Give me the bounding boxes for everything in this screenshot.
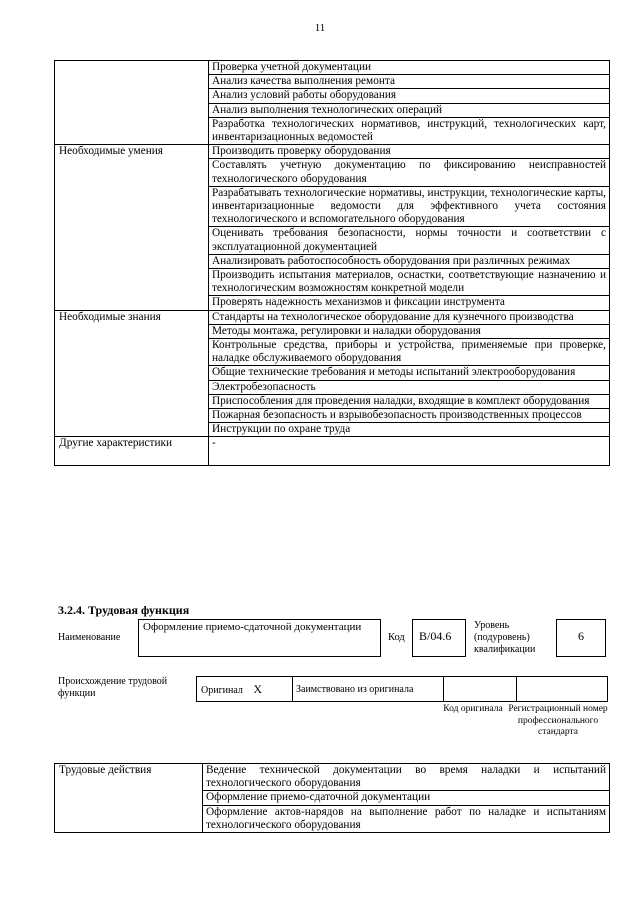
actions-table [54, 763, 610, 833]
table-cell: Анализировать работоспособность оборудования при различных режимах [209, 254, 610, 268]
table-cell: Контрольные средства, приборы и устройства, применяемые при проверке, наладке обслуживаемого оборудования [209, 339, 610, 366]
table-cell: Разработка технологических нормативов, инструкций, технологических карт, инвентаризационных ведомостей [209, 117, 610, 144]
section-title: 3.2.4. Трудовая функция [58, 603, 190, 617]
table-cell: Проверка учетной документации [209, 61, 610, 75]
page-number: 11 [314, 22, 326, 34]
table-cell: Оформление приемо-сдаточной документации [203, 791, 610, 805]
table-cell: Инструкции по охране труда [209, 423, 610, 437]
table-cell: Составлять учетную документацию по фиксированию неисправностей технологического оборудования [209, 159, 610, 186]
table-cell: Разрабатывать технологические нормативы, инструкции, технологические карты, инвентаризационные ведомости для эффективного учета состояния технологического и вспомогательного оборудования [209, 186, 610, 227]
table-cell: Оценивать требования безопасности, нормы точности и соответствии с эксплуатационной документацией [209, 227, 610, 254]
other-label: Другие характеристики [55, 437, 209, 466]
other-value: - [209, 437, 610, 466]
table-row [55, 61, 610, 75]
table-cell: Проверять надежность механизмов и фиксации инструмента [209, 296, 610, 310]
table-cell: Пожарная безопасность и взрывобезопасность производственных процессов [209, 409, 610, 423]
table-cell: Методы монтажа, регулировки и наладки оборудования [209, 324, 610, 338]
code-caption: Код оригинала [443, 704, 503, 714]
level-label: Уровень (подуровень) квалификации [474, 620, 536, 655]
level-value-box [556, 619, 606, 657]
table-cell: Анализ условий работы оборудования [209, 89, 610, 103]
requirements-table [54, 60, 610, 466]
code-value: В/04.6 [419, 629, 452, 643]
table-cell: Электробезопасность [209, 380, 610, 394]
code-original-cell [444, 677, 517, 702]
origin-table [196, 676, 608, 702]
borrowed-cell: Заимствовано из оригинала [293, 677, 444, 702]
table-cell: Производить проверку оборудования [209, 145, 610, 159]
origin-label: Происхождение трудовой функции [58, 676, 168, 699]
table-row [55, 764, 610, 791]
name-label: Наименование [58, 632, 121, 643]
empty-label-cell [55, 61, 209, 145]
name-value-box [138, 619, 381, 657]
original-cell [197, 677, 293, 702]
name-value: Оформление приемо-сдаточной документации [143, 621, 362, 633]
table-row [55, 145, 610, 159]
original-label: Оригинал [201, 684, 243, 696]
table-cell: Приспособления для проведения наладки, входящие в комплект оборудования [209, 394, 610, 408]
table-cell: Стандарты на технологическое оборудование для кузнечного производства [209, 310, 610, 324]
table-cell: Ведение технической документации во время наладки и испытаний технологического оборудования [203, 764, 610, 791]
table-cell: Анализ качества выполнения ремонта [209, 75, 610, 89]
table-cell: Анализ выполнения технологических операций [209, 103, 610, 117]
code-value-box [412, 619, 466, 657]
original-mark: X [253, 681, 263, 696]
actions-label: Трудовые действия [55, 764, 203, 833]
reg-number-cell [517, 677, 608, 702]
table-cell: Оформление актов-нарядов на выполнение работ по наладке и испытаниям технологического оборудования [203, 805, 610, 832]
table-cell: Производить испытания материалов, оснастки, соответствующие назначению и технологическим возможностям конкретной модели [209, 269, 610, 296]
knowledge-label: Необходимые знания [55, 310, 209, 437]
table-row [55, 310, 610, 324]
reg-caption: Регистрационный номер профессионального стандарта [508, 704, 608, 737]
table-cell: Общие технические требования и методы испытаний электрооборудования [209, 366, 610, 380]
level-value: 6 [578, 629, 584, 643]
code-label: Код [388, 632, 405, 643]
skills-label: Необходимые умения [55, 145, 209, 310]
table-row [55, 437, 610, 466]
